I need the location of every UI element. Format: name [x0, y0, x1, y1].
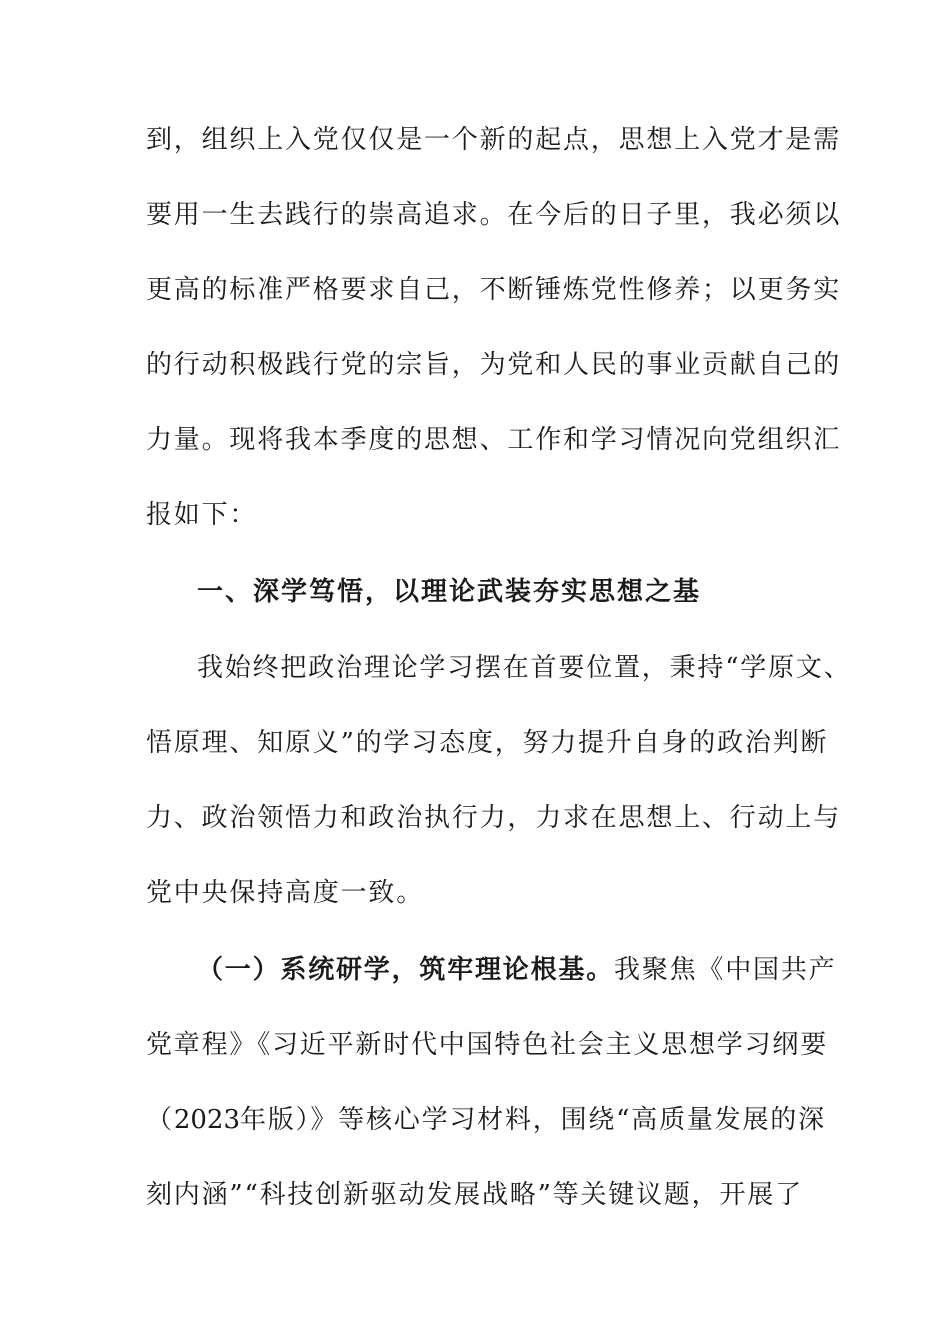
intro-line-3: 更高的标准严格要求自己，不断锤炼党性修养；以更务实 [146, 275, 842, 305]
subsection-title: （一）系统研学，筑牢理论根基。 [197, 955, 615, 985]
subsection-line-4: 刻内涵”“科技创新驱动发展战略”等关键议题，开展了 [146, 1180, 803, 1210]
subsection-line-3 [146, 1100, 826, 1140]
subsection-line-2: 党章程》《习近平新时代中国特色社会主义思想学习纲要 [146, 1030, 829, 1060]
intro-line-6: 报如下： [146, 500, 258, 530]
intro-line-4: 的行动积极践行党的宗旨，为党和人民的事业贡献自己的 [146, 350, 842, 380]
intro-line-1: 到，组织上入党仅仅是一个新的起点，思想上入党才是需 [146, 125, 842, 155]
section-heading: 一、深学笃悟，以理论武装夯实思想之基 [197, 577, 702, 607]
subsection-line-3-text: 年版）》等核心学习材料，围绕“高质量发展的深 [239, 1105, 826, 1135]
intro-line-2: 要用一生去践行的崇高追求。在今后的日子里，我必须以 [146, 200, 842, 230]
subsection-line-1 [197, 950, 877, 990]
subsection-line-3-year: 2023 [173, 1105, 240, 1135]
section-para-line-1: 我始终把政治理论学习摆在首要位置，秉持“学原文、 [197, 653, 852, 683]
intro-line-5: 力量。现将我本季度的思想、工作和学习情况向党组织汇 [146, 425, 842, 455]
subsection-line-1-text: 我聚焦《中国共产 [614, 955, 837, 985]
section-para-line-2: 悟原理、知原义”的学习态度，努力提升自身的政治判断 [146, 728, 829, 758]
subsection-line-3-prefix: （ [146, 1105, 174, 1135]
section-para-line-4: 党中央保持高度一致。 [146, 878, 425, 908]
section-para-line-3: 力、政治领悟力和政治执行力，力求在思想上、行动上与 [146, 803, 842, 833]
